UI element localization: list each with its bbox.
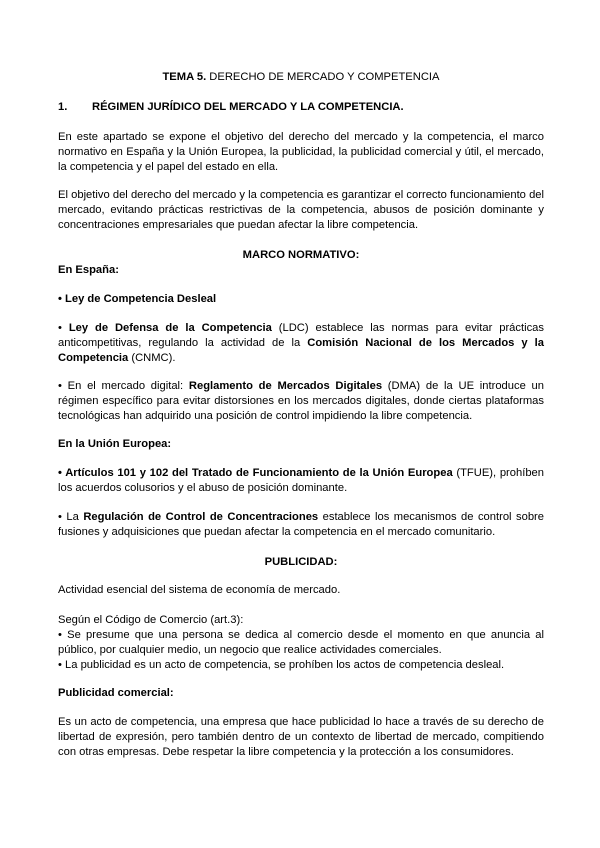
objective-paragraph: El objetivo del derecho del mercado y la competencia es garantizar el correcto funcionamiento del mercado, evitando prácticas restrictivas de la competencia, abusos de posición dominante y concentraciones empresariales que puedan afectar la libre competencia. [58,189,544,231]
publicidad-comercial-heading-text: Publicidad comercial: [58,687,174,699]
ley-competencia-desleal-text: • Ley de Competencia Desleal [58,293,217,305]
title-number: TEMA 5. [162,71,207,83]
ley-competencia-desleal-item [58,292,544,307]
ldc-description: (LDC) establece las normas para evitar prácticas anticompetitivas, regulando la actividad de la [58,322,544,349]
section-heading [58,100,544,115]
publicidad-comercial-heading [58,686,544,701]
spain-heading [58,263,544,278]
ldc-item [58,321,544,366]
tfue-name: • Artículos 101 y 102 del Tratado de Funcionamiento de la Unión Europea [58,467,453,479]
codigo-bullet-1: • Se presume que una persona se dedica al comercio desde el momento en que anuncia al público, por cualquier medio, un negocio que realice actividades comerciales. [58,629,544,656]
eu-heading-text: En la Unión Europea: [58,438,172,450]
ldc-bullet: • [58,322,69,334]
intro-paragraph: En este apartado se expone el objetivo del derecho del mercado y la competencia, el marco normativo en España y la Unión Europea, la publicidad, la publicidad comercial y útil, el mercado, la competencia y el papel del estado en ella. [58,131,544,173]
section-number: 1. [58,101,68,113]
cnmc-abbreviation: (CNMC). [128,352,176,364]
dma-description: (DMA) de la UE introduce un régimen específico para evitar distorsiones en los mercados digitales, donde ciertas plataformas tecnológicas han adquirido una posición de control impidiendo la libre competencia. [58,380,544,422]
publicidad-heading [58,555,544,570]
dma-item [58,379,544,424]
control-name: Regulación de Control de Concentraciones [83,511,319,523]
title-text: DERECHO DE MERCADO Y COMPETENCIA [206,71,440,83]
eu-heading [58,437,544,452]
spain-heading-text: En España: [58,264,119,276]
tfue-description: (TFUE), prohíben los acuerdos colusorios y el abuso de posición dominante. [58,467,544,494]
tfue-item [58,466,544,496]
control-prefix: • La [58,511,84,523]
publicidad-comercial-paragraph: Es un acto de competencia, una empresa que hace publicidad lo hace a través de su derecho de libertad de expresión, pero también dentro de un contexto de libertad de mercado, compitiendo con otras empresas. Debe respetar la libre competencia y la protección a los consumidores. [58,716,544,758]
codigo-bullet-2: • La publicidad es un acto de competencia, se prohíben los actos de competencia desleal. [58,659,505,671]
marco-normativo-heading-text: MARCO NORMATIVO: [242,249,360,261]
section-title: RÉGIMEN JURÍDICO DEL MERCADO Y LA COMPETENCIA. [92,101,404,113]
publicidad-definition: Actividad esencial del sistema de economía de mercado. [58,584,341,596]
dma-name: Reglamento de Mercados Digitales [188,380,383,392]
document-title [58,70,544,85]
control-description: establece los mecanismos de control sobre fusiones y adquisiciones que puedan afectar la competencia en el mercado comunitario. [58,511,544,538]
marco-normativo-heading [58,248,544,263]
control-concentraciones-item [58,510,544,540]
ldc-name: Ley de Defensa de la Competencia [68,322,272,334]
codigo-comercio-intro: Según el Código de Comercio (art.3): [58,614,244,626]
publicidad-heading-text: PUBLICIDAD: [264,556,338,568]
cnmc-name: Comisión Nacional de los Mercados y la Competencia [58,337,544,364]
dma-prefix: • En el mercado digital: [58,380,189,392]
